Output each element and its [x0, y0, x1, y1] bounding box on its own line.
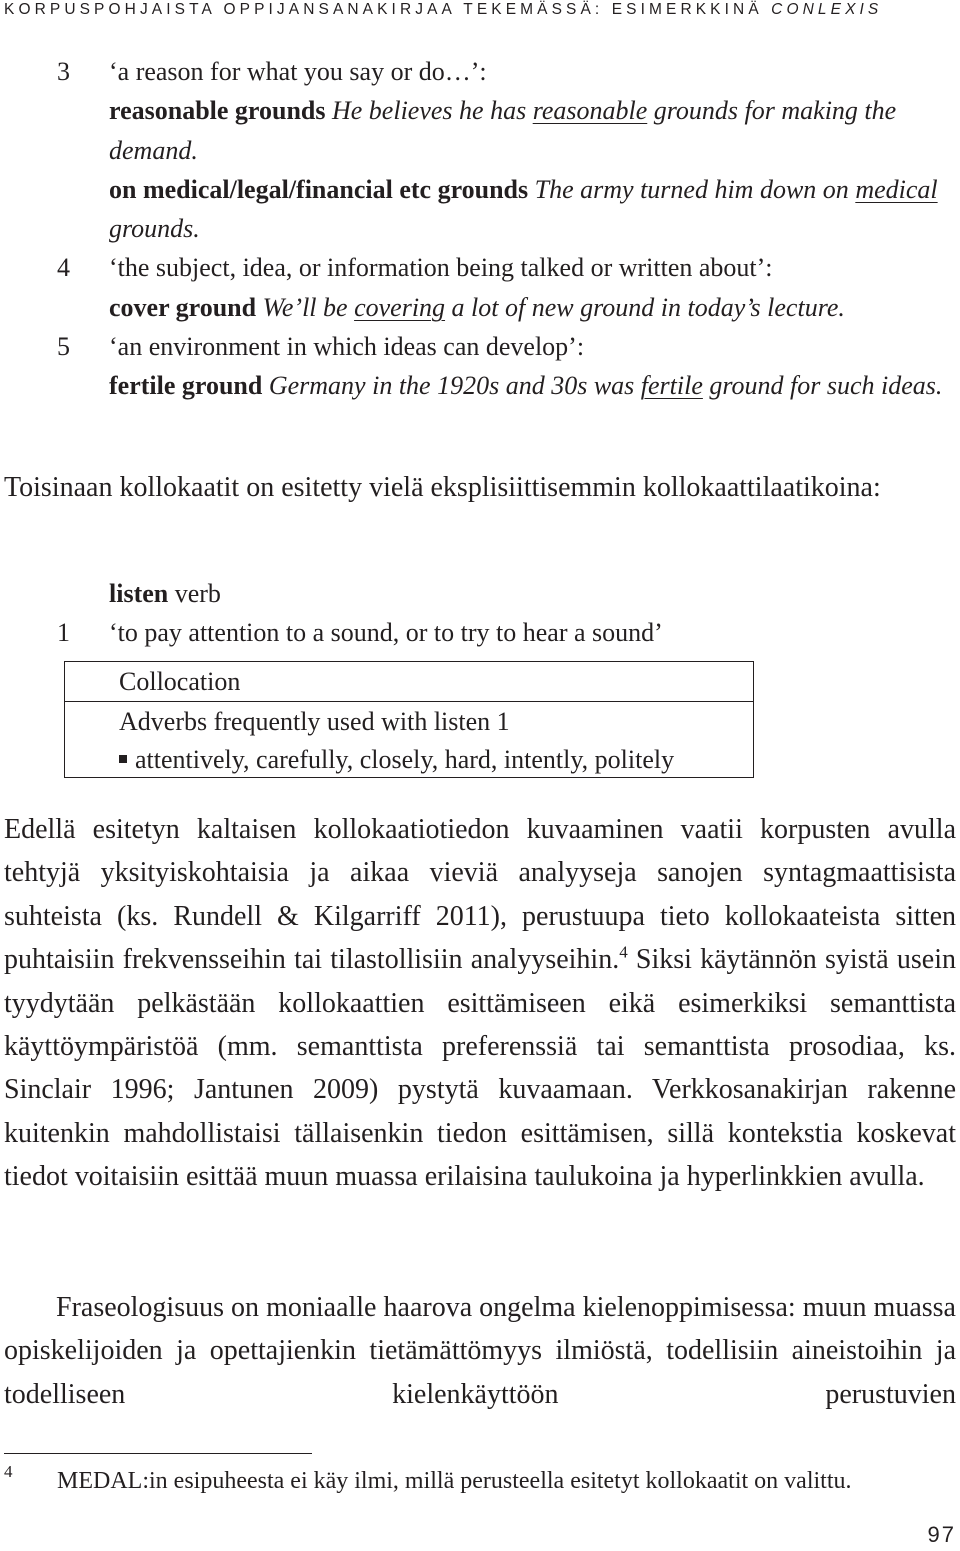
footnote-rule: [4, 1453, 312, 1454]
paragraph-text: Siksi käytännön syistä usein tyydytään pelkästään kollokaattien esittämiseen eikä esimerkiksi semanttista käyttöympäristöä (mm. semanttista preferenssiä tai semanttista prosodiaa, ks. Sinclair 1996; Jantunen 2009) pystytä kuvaamaan. Verkkosanakirjan rakenne kuitenkin mahdollistaisi tällaisenkin tiedon esittämisen, sillä kontekstia koskevat tiedot voitaisiin esittää muun muassa erilaisina taulukoina ja hyperlinkkien avulla.: [4, 944, 957, 1193]
sense-gloss: ‘a reason for what you say or do…’:: [109, 57, 487, 86]
example-underlined: fertile: [640, 371, 703, 401]
part-of-speech: verb: [174, 579, 221, 608]
sense-body: [109, 327, 956, 406]
example-line: [109, 288, 956, 327]
example-text: Germany in the 1920s and 30s was: [268, 371, 641, 401]
running-header-text: KORPUSPOHJAISTA OPPIJANSANAKIRJAA TEKEMÄSSÄ: ESIMERKKINÄ: [4, 1, 772, 18]
intro-paragraph: Toisinaan kollokaatit on esitetty vielä eksplisiittisemmin kollokaattilaatikoina:: [4, 472, 881, 503]
example-text: grounds.: [109, 214, 200, 244]
example-underlined: covering: [354, 292, 446, 322]
sense-body: [109, 52, 956, 248]
sense-number: 4: [57, 253, 70, 283]
dictionary-sense-5: [0, 327, 960, 406]
collocation-list: attentively, carefully, closely, hard, intently, politely: [135, 745, 675, 774]
page-number: 97: [927, 1522, 956, 1547]
example-text: We’ll be: [262, 292, 355, 322]
headword: listen: [109, 579, 169, 608]
sense-gloss: ‘an environment in which ideas can develop’:: [109, 332, 585, 362]
listen-headword-line: [109, 574, 221, 613]
collocation-box: [64, 661, 754, 778]
collocation-head: cover ground: [109, 292, 257, 322]
footnote-number: 4: [4, 1462, 13, 1481]
footnote-text: MEDAL:in esipuheesta ei käy ilmi, millä perusteella esitetyt kollokaatit on valittu.: [57, 1468, 852, 1494]
running-header-italic: CONLEXIS: [771, 1, 883, 18]
sense-gloss: ‘the subject, idea, or information being talked or written about’:: [109, 253, 773, 283]
collocation-box-subtitle: Adverbs frequently used with listen 1: [119, 707, 510, 736]
sense-number: 3: [57, 57, 70, 86]
footnote-reference: 4: [619, 942, 628, 962]
example-line: [109, 170, 956, 249]
example-underlined: reasonable: [532, 96, 648, 126]
sense-number: 5: [57, 332, 70, 362]
example-text: He believes he has: [331, 96, 533, 126]
collocation-box-header: [65, 662, 753, 702]
collocation-box-title: Collocation: [119, 667, 241, 696]
example-line: [109, 91, 956, 170]
sense-gloss: ‘to pay attention to a sound, or to try to hear a sound’: [109, 618, 663, 647]
sense-number: 1: [57, 618, 70, 647]
example-underlined: medical: [855, 174, 938, 204]
collocation-head: fertile ground: [109, 371, 263, 401]
running-header: [4, 0, 956, 20]
collocation-box-items: [119, 742, 674, 778]
body-paragraph-2: Fraseologisuus on moniaalle haarova ongelma kielenoppimisessa: muun muassa opiskelijoiden ja opettajienkin tietämättömyys ilmiöstä, todellisiin aineistoihin ja todelliseen kielenkäyttöön perustuvien: [4, 1292, 956, 1410]
collocation-head: on medical/legal/financial etc grounds: [109, 174, 529, 204]
dictionary-sense-4: [0, 248, 960, 327]
body-paragraph-1: [4, 808, 956, 1199]
collocation-head: reasonable grounds: [109, 96, 326, 126]
dictionary-entries: [0, 52, 960, 406]
example-text: grounds for making the demand.: [109, 96, 897, 165]
example-line: [109, 366, 956, 405]
square-bullet-icon: [119, 755, 127, 763]
example-text: a lot of new ground in today’s lecture.: [445, 292, 845, 322]
dictionary-sense-3: [0, 52, 960, 248]
sense-body: [109, 248, 956, 327]
example-text: ground for such ideas.: [702, 371, 943, 401]
example-text: The army turned him down on: [534, 174, 856, 204]
paragraph-text: Edellä esitetyn kaltaisen kollokaatiotiedon kuvaaminen vaatii korpusten avulla tehtyjä yksityiskohtaisia ja aikaa vieviä analyyseja sanojen syntagmaattisista suhteista (ks. Rundell & Kilgarriff 2011), perustuupa tieto kollokaateista sitten puhtaisiin frekvensseihin tai tilastollisiin analyyseihin.: [4, 814, 956, 976]
